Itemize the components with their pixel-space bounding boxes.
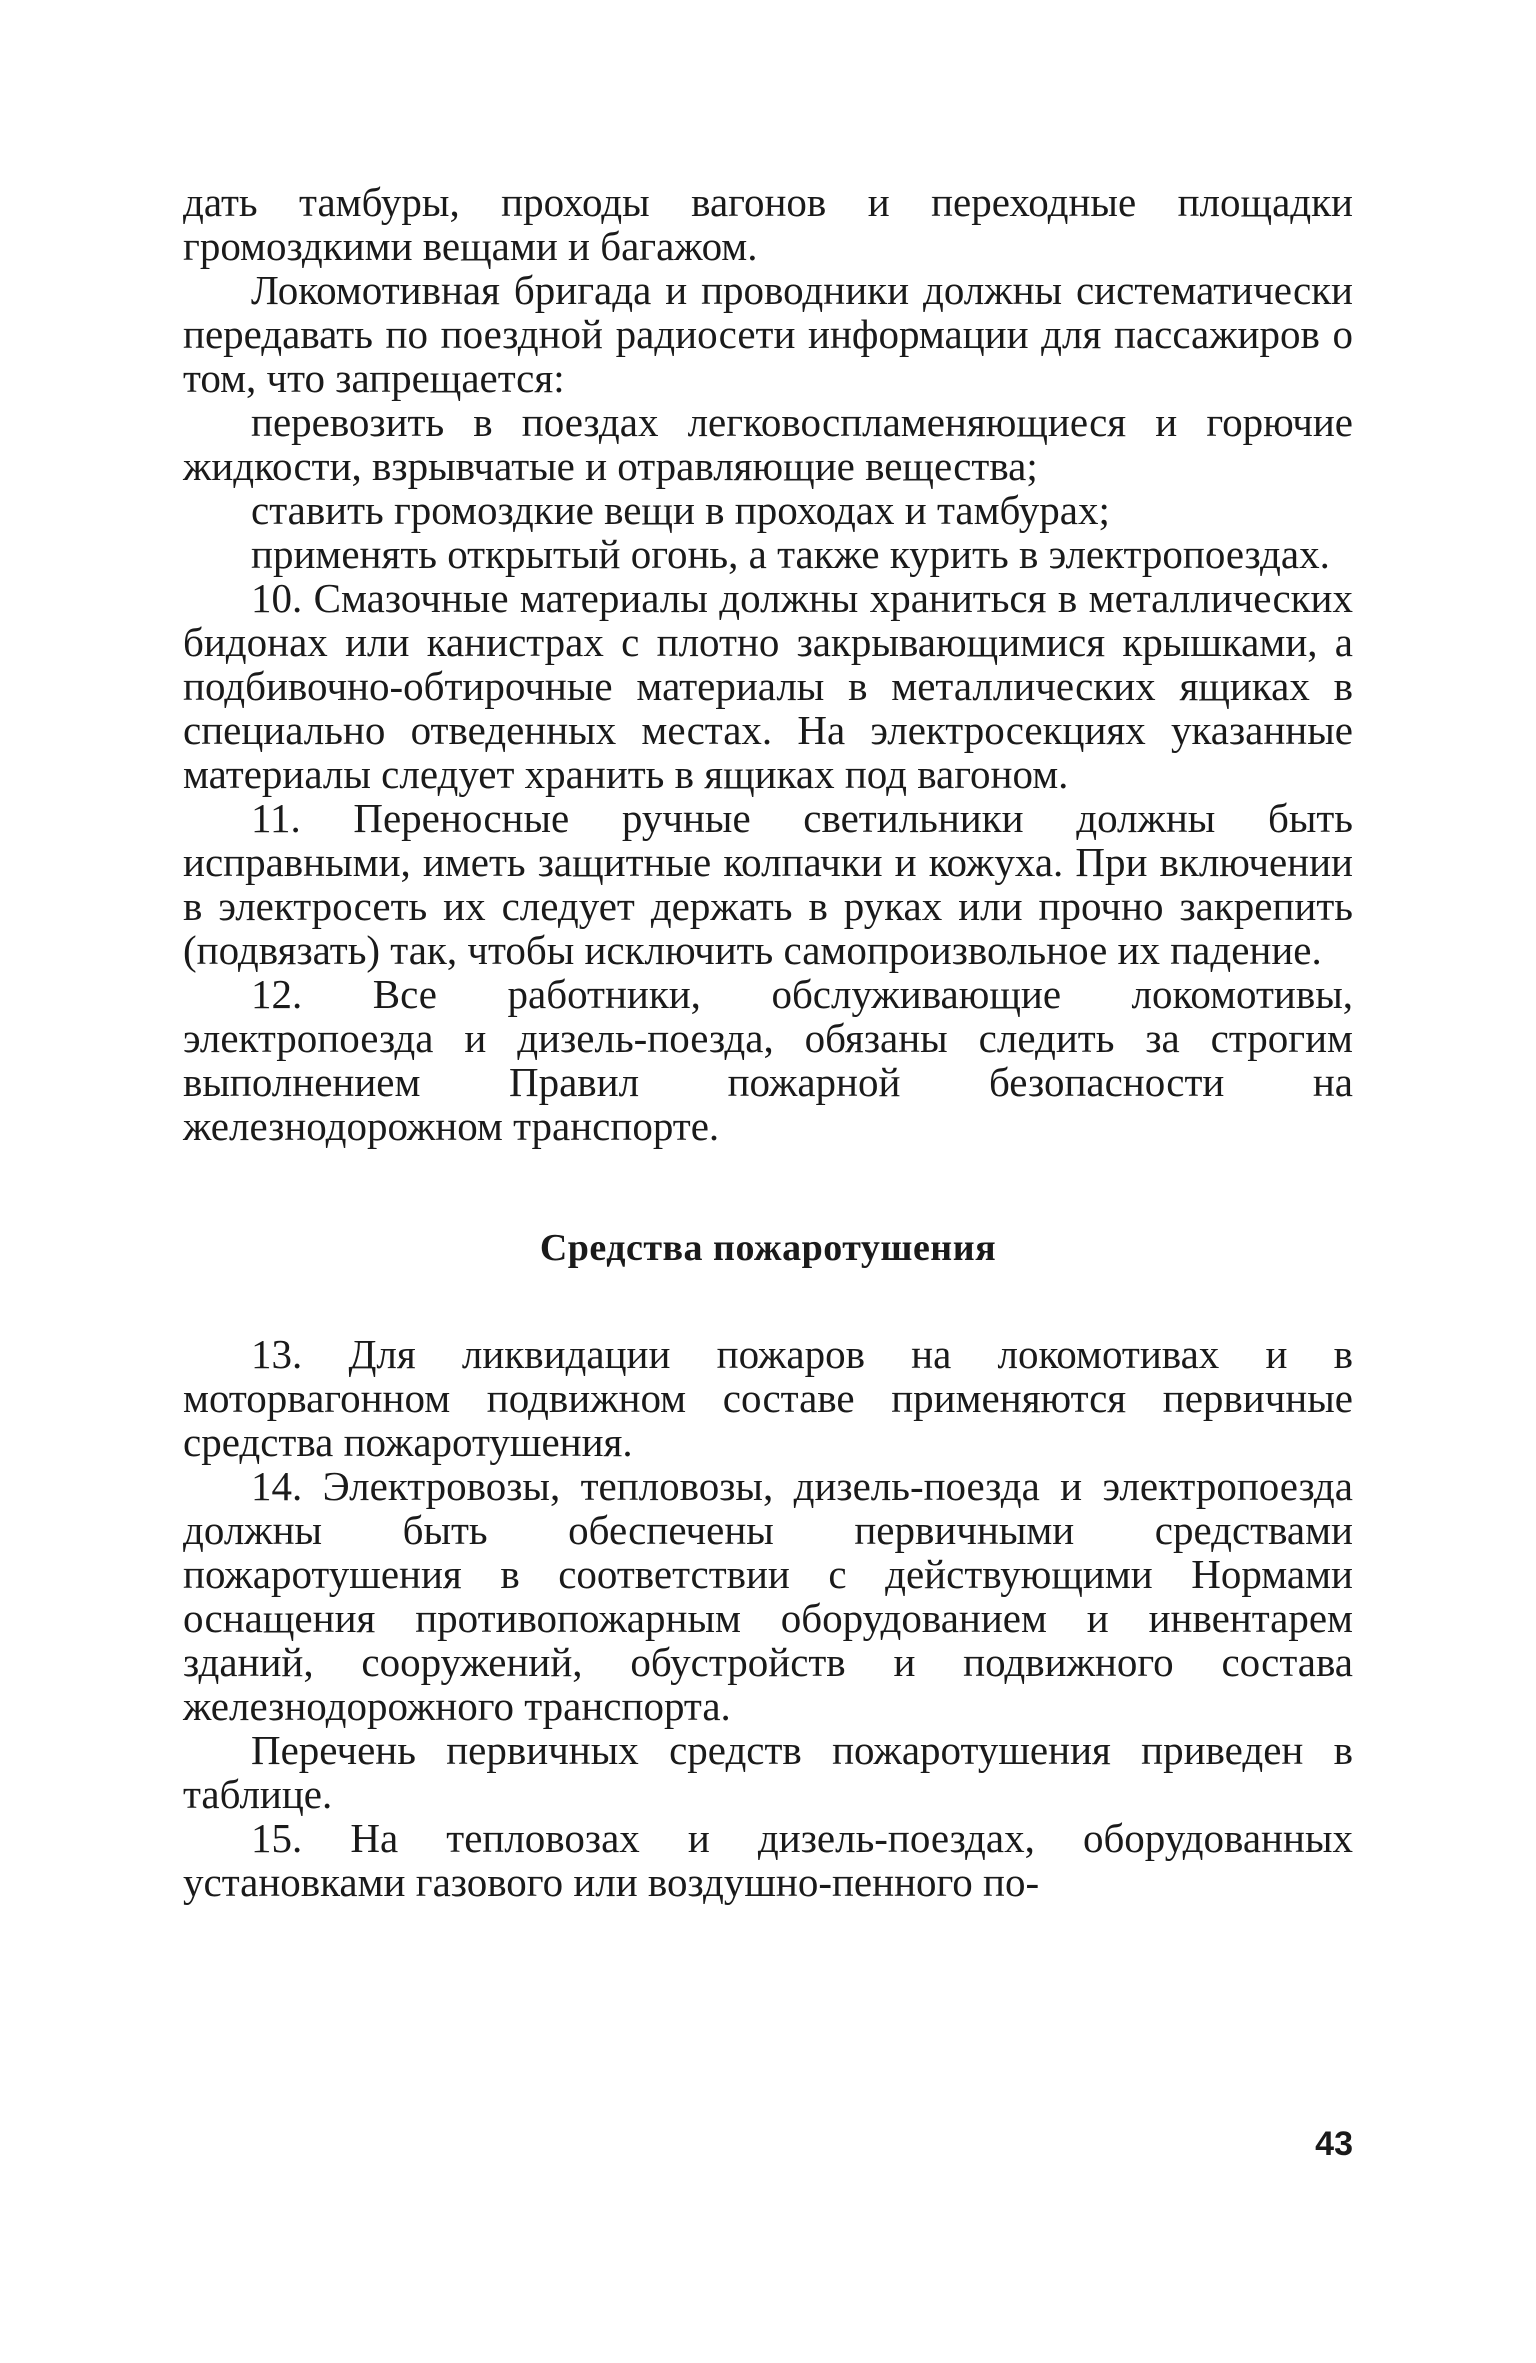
paragraph-prohibition-flammables: перевозить в поездах легковоспламеняющиеся и горючие жидкости, взрывчатые и отравляющие вещества; [183, 399, 1353, 489]
section-heading: Средства пожаротушения [539, 1227, 997, 1269]
paragraph-item-13: 13. Для ликвидации пожаров на локомотивах и в моторвагонном подвижном составе применяются первичные средства пожаротушения. [183, 1331, 1353, 1465]
page-body [183, 180, 1353, 1904]
paragraph-item-10: 10. Смазочные материалы должны храниться в металлических бидонах или канистрах с плотно закрывающимися крышками, а подбивочно-обтирочные материалы в металлических ящиках в специально отведенных местах. На электросекциях указанные материалы следует хранить в ящиках под вагоном. [183, 575, 1353, 797]
paragraph-prohibition-bulky-items: ставить громоздкие вещи в проходах и тамбурах; [251, 487, 1110, 533]
paragraph-radio-warning: Локомотивная бригада и проводники должны систематически передавать по поездной радиосети информации для пассажиров о том, что запрещается: [183, 267, 1353, 401]
paragraph-item-14: 14. Электровозы, тепловозы, дизель-поезда и электропоезда должны быть обеспечены первичными средствами пожаротушения в соответствии с действующими Нормами оснащения противопожарным оборудованием и инвентарем зданий, сооружений, обустройств и подвижного состава железнодорожного транспорта. [183, 1463, 1353, 1729]
paragraph-item-15: 15. На тепловозах и дизель-поездах, оборудованных установками газового или воздушно-пенного по- [183, 1815, 1353, 1905]
paragraph-item-12: 12. Все работники, обслуживающие локомотивы, электропоезда и дизель-поезда, обязаны следить за строгим выполнением Правил пожарной безопасности на железнодорожном транспорте. [183, 971, 1353, 1149]
page-number: 43 [1315, 2125, 1353, 2163]
paragraph-item-11: 11. Переносные ручные светильники должны быть исправными, иметь защитные колпачки и кожуха. При включении в электросеть их следует держать в руках или прочно закрепить (подвязать) так, чтобы исключить самопроизвольное их падение. [183, 795, 1353, 973]
paragraph-prohibition-open-fire: применять открытый огонь, а также курить в электропоездах. [251, 531, 1330, 577]
paragraph-continuation: дать тамбуры, проходы вагонов и переходные площадки громоздкими вещами и багажом. [183, 179, 1353, 269]
paragraph-table-reference: Перечень первичных средств пожаротушения приведен в таблице. [183, 1727, 1353, 1817]
